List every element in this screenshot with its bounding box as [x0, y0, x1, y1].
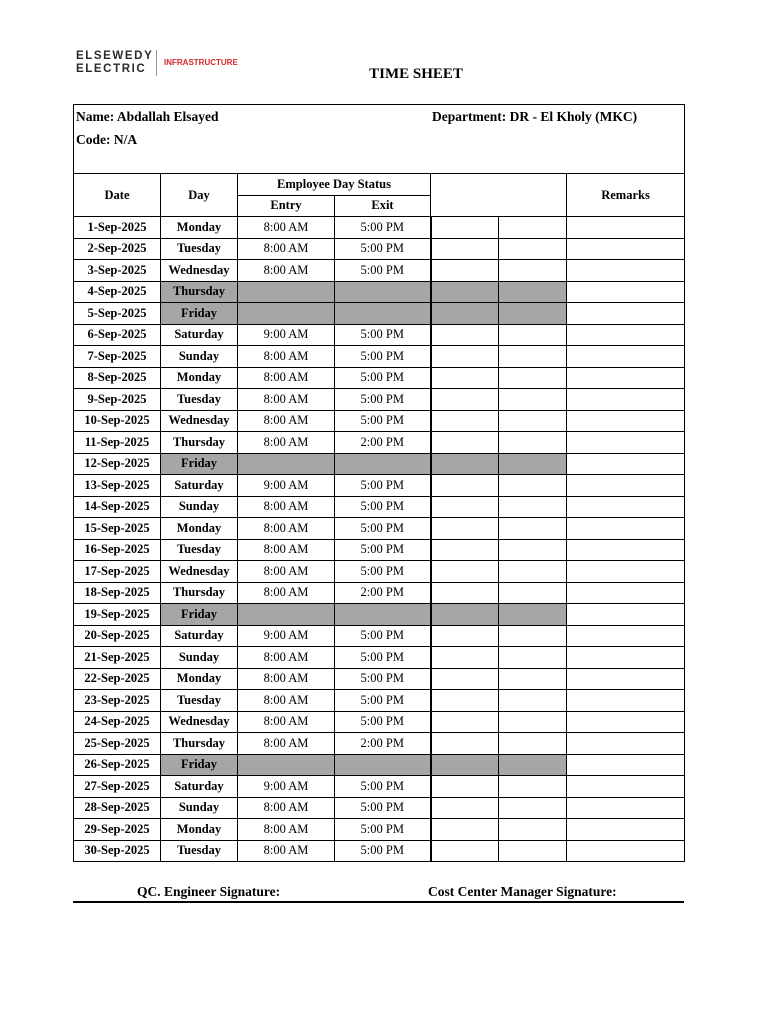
blank-cell: [431, 819, 499, 841]
exit-cell: 5:00 PM: [335, 840, 431, 862]
date-cell: 3-Sep-2025: [74, 260, 161, 282]
employee-department: Department: DR - El Kholy (MKC): [432, 109, 638, 124]
entry-cell: 8:00 AM: [238, 647, 335, 669]
blank-cell: [431, 475, 499, 497]
entry-cell: 8:00 AM: [238, 711, 335, 733]
blank-cell: [431, 518, 499, 540]
remarks-cell: [567, 539, 685, 561]
date-cell: 22-Sep-2025: [74, 668, 161, 690]
day-cell: Tuesday: [161, 840, 238, 862]
blank-cell: [499, 238, 567, 260]
date-cell: 28-Sep-2025: [74, 797, 161, 819]
blank-cell: [431, 733, 499, 755]
day-cell: Friday: [161, 754, 238, 776]
exit-cell: [335, 754, 431, 776]
day-cell: Monday: [161, 518, 238, 540]
blank-cell: [499, 668, 567, 690]
exit-cell: 5:00 PM: [335, 776, 431, 798]
entry-header: Entry: [238, 195, 335, 217]
date-cell: 16-Sep-2025: [74, 539, 161, 561]
remarks-cell: [567, 733, 685, 755]
exit-cell: 5:00 PM: [335, 819, 431, 841]
entry-cell: 8:00 AM: [238, 217, 335, 239]
blank-cell: [431, 367, 499, 389]
entry-cell: 8:00 AM: [238, 518, 335, 540]
blank-cell: [431, 797, 499, 819]
blank-cell: [431, 238, 499, 260]
blank-cell: [499, 690, 567, 712]
day-cell: Sunday: [161, 346, 238, 368]
blank-cell: [499, 367, 567, 389]
remarks-cell: [567, 432, 685, 454]
exit-cell: [335, 303, 431, 325]
blank-cell: [499, 410, 567, 432]
blank-cell: [431, 840, 499, 862]
date-cell: 8-Sep-2025: [74, 367, 161, 389]
entry-cell: 8:00 AM: [238, 432, 335, 454]
remarks-cell: [567, 389, 685, 411]
date-cell: 2-Sep-2025: [74, 238, 161, 260]
blank-header: [431, 174, 567, 217]
blank-cell: [431, 711, 499, 733]
entry-cell: 8:00 AM: [238, 367, 335, 389]
exit-cell: 5:00 PM: [335, 647, 431, 669]
date-cell: 26-Sep-2025: [74, 754, 161, 776]
table-row: [74, 281, 685, 303]
entry-cell: 8:00 AM: [238, 690, 335, 712]
blank-cell: [499, 625, 567, 647]
blank-cell: [499, 346, 567, 368]
remarks-header: Remarks: [567, 174, 685, 217]
blank-cell: [499, 776, 567, 798]
blank-cell: [499, 604, 567, 626]
day-cell: Wednesday: [161, 561, 238, 583]
blank-cell: [431, 496, 499, 518]
blank-cell: [431, 690, 499, 712]
day-cell: Tuesday: [161, 389, 238, 411]
day-cell: Sunday: [161, 647, 238, 669]
logo-line-1: ELSEWEDY: [76, 50, 154, 62]
blank-cell: [499, 475, 567, 497]
day-cell: Monday: [161, 367, 238, 389]
entry-cell: 8:00 AM: [238, 539, 335, 561]
date-cell: 27-Sep-2025: [74, 776, 161, 798]
table-row: [74, 453, 685, 475]
page-title: TIME SHEET: [369, 66, 463, 82]
table-row: [74, 668, 685, 690]
remarks-cell: [567, 260, 685, 282]
exit-cell: 5:00 PM: [335, 389, 431, 411]
blank-cell: [499, 453, 567, 475]
date-cell: 11-Sep-2025: [74, 432, 161, 454]
day-cell: Wednesday: [161, 711, 238, 733]
blank-cell: [499, 518, 567, 540]
date-cell: 18-Sep-2025: [74, 582, 161, 604]
exit-cell: 2:00 PM: [335, 733, 431, 755]
entry-cell: [238, 604, 335, 626]
logo-divider: [156, 50, 157, 76]
blank-cell: [431, 754, 499, 776]
blank-cell: [431, 260, 499, 282]
blank-cell: [499, 561, 567, 583]
entry-cell: 8:00 AM: [238, 346, 335, 368]
remarks-cell: [567, 561, 685, 583]
exit-cell: 2:00 PM: [335, 582, 431, 604]
day-cell: Saturday: [161, 475, 238, 497]
exit-cell: 5:00 PM: [335, 690, 431, 712]
entry-cell: 8:00 AM: [238, 797, 335, 819]
day-cell: Sunday: [161, 496, 238, 518]
table-row: [74, 690, 685, 712]
remarks-cell: [567, 217, 685, 239]
date-cell: 12-Sep-2025: [74, 453, 161, 475]
blank-cell: [431, 346, 499, 368]
exit-cell: 5:00 PM: [335, 518, 431, 540]
blank-cell: [431, 647, 499, 669]
exit-cell: 5:00 PM: [335, 561, 431, 583]
remarks-cell: [567, 346, 685, 368]
blank-cell: [499, 539, 567, 561]
remarks-cell: [567, 303, 685, 325]
date-header: Date: [74, 174, 161, 217]
table-row: [74, 776, 685, 798]
remarks-cell: [567, 324, 685, 346]
day-cell: Monday: [161, 819, 238, 841]
date-cell: 17-Sep-2025: [74, 561, 161, 583]
date-cell: 1-Sep-2025: [74, 217, 161, 239]
table-row: [74, 346, 685, 368]
entry-cell: 8:00 AM: [238, 260, 335, 282]
blank-cell: [431, 582, 499, 604]
table-row: [74, 754, 685, 776]
table-row: [74, 840, 685, 862]
day-header: Day: [161, 174, 238, 217]
date-cell: 25-Sep-2025: [74, 733, 161, 755]
blank-cell: [499, 754, 567, 776]
remarks-cell: [567, 647, 685, 669]
remarks-cell: [567, 281, 685, 303]
exit-cell: 5:00 PM: [335, 668, 431, 690]
blank-cell: [431, 324, 499, 346]
table-row: [74, 539, 685, 561]
exit-cell: 2:00 PM: [335, 432, 431, 454]
blank-cell: [499, 840, 567, 862]
exit-cell: 5:00 PM: [335, 260, 431, 282]
date-cell: 6-Sep-2025: [74, 324, 161, 346]
blank-cell: [499, 303, 567, 325]
day-cell: Monday: [161, 668, 238, 690]
blank-cell: [499, 582, 567, 604]
employee-code: Code: N/A: [76, 132, 138, 147]
day-cell: Monday: [161, 217, 238, 239]
date-cell: 4-Sep-2025: [74, 281, 161, 303]
qc-signature-label: QC. Engineer Signature:: [137, 884, 281, 899]
exit-cell: [335, 281, 431, 303]
table-row: [74, 238, 685, 260]
blank-cell: [431, 217, 499, 239]
exit-cell: 5:00 PM: [335, 496, 431, 518]
exit-cell: 5:00 PM: [335, 324, 431, 346]
day-cell: Wednesday: [161, 410, 238, 432]
table-row: [74, 561, 685, 583]
entry-cell: 8:00 AM: [238, 496, 335, 518]
entry-cell: 9:00 AM: [238, 625, 335, 647]
blank-cell: [499, 324, 567, 346]
remarks-cell: [567, 840, 685, 862]
date-cell: 5-Sep-2025: [74, 303, 161, 325]
entry-cell: 9:00 AM: [238, 324, 335, 346]
blank-cell: [499, 432, 567, 454]
exit-cell: 5:00 PM: [335, 625, 431, 647]
day-cell: Saturday: [161, 324, 238, 346]
table-row: [74, 432, 685, 454]
table-row: [74, 819, 685, 841]
blank-cell: [499, 217, 567, 239]
remarks-cell: [567, 496, 685, 518]
table-row: [74, 389, 685, 411]
remarks-cell: [567, 625, 685, 647]
date-cell: 21-Sep-2025: [74, 647, 161, 669]
blank-cell: [431, 281, 499, 303]
table-row: [74, 303, 685, 325]
day-cell: Saturday: [161, 625, 238, 647]
day-cell: Tuesday: [161, 539, 238, 561]
blank-cell: [499, 797, 567, 819]
date-cell: 29-Sep-2025: [74, 819, 161, 841]
day-cell: Thursday: [161, 582, 238, 604]
entry-cell: [238, 453, 335, 475]
blank-cell: [431, 561, 499, 583]
blank-cell: [499, 389, 567, 411]
remarks-cell: [567, 367, 685, 389]
day-cell: Sunday: [161, 797, 238, 819]
blank-cell: [431, 668, 499, 690]
day-cell: Saturday: [161, 776, 238, 798]
entry-cell: [238, 754, 335, 776]
exit-header: Exit: [335, 195, 431, 217]
remarks-cell: [567, 604, 685, 626]
table-row: [74, 518, 685, 540]
remarks-cell: [567, 668, 685, 690]
logo-line-2: ELECTRIC: [76, 63, 147, 75]
remarks-cell: [567, 518, 685, 540]
date-cell: 30-Sep-2025: [74, 840, 161, 862]
blank-cell: [431, 776, 499, 798]
day-cell: Tuesday: [161, 238, 238, 260]
entry-cell: 8:00 AM: [238, 582, 335, 604]
exit-cell: 5:00 PM: [335, 238, 431, 260]
remarks-cell: [567, 797, 685, 819]
entry-cell: 8:00 AM: [238, 819, 335, 841]
day-cell: Thursday: [161, 733, 238, 755]
entry-cell: 8:00 AM: [238, 238, 335, 260]
remarks-cell: [567, 475, 685, 497]
table-row: [74, 733, 685, 755]
exit-cell: 5:00 PM: [335, 711, 431, 733]
entry-cell: [238, 303, 335, 325]
exit-cell: 5:00 PM: [335, 367, 431, 389]
day-cell: Thursday: [161, 432, 238, 454]
exit-cell: 5:00 PM: [335, 217, 431, 239]
entry-cell: 9:00 AM: [238, 475, 335, 497]
day-cell: Tuesday: [161, 690, 238, 712]
date-cell: 10-Sep-2025: [74, 410, 161, 432]
date-cell: 15-Sep-2025: [74, 518, 161, 540]
entry-cell: 9:00 AM: [238, 776, 335, 798]
blank-cell: [431, 389, 499, 411]
table-row: [74, 625, 685, 647]
table-row: [74, 711, 685, 733]
blank-cell: [499, 711, 567, 733]
entry-cell: 8:00 AM: [238, 410, 335, 432]
date-cell: 7-Sep-2025: [74, 346, 161, 368]
table-row: [74, 217, 685, 239]
table-row: [74, 475, 685, 497]
date-cell: 19-Sep-2025: [74, 604, 161, 626]
exit-cell: 5:00 PM: [335, 410, 431, 432]
exit-cell: 5:00 PM: [335, 475, 431, 497]
exit-cell: [335, 604, 431, 626]
signature-line: [73, 901, 684, 903]
blank-cell: [431, 303, 499, 325]
day-cell: Friday: [161, 604, 238, 626]
remarks-cell: [567, 754, 685, 776]
table-row: [74, 582, 685, 604]
blank-cell: [499, 260, 567, 282]
day-cell: Friday: [161, 453, 238, 475]
remarks-cell: [567, 410, 685, 432]
exit-cell: 5:00 PM: [335, 346, 431, 368]
blank-cell: [431, 453, 499, 475]
remarks-cell: [567, 711, 685, 733]
table-row: [74, 367, 685, 389]
date-cell: 23-Sep-2025: [74, 690, 161, 712]
table-row: [74, 647, 685, 669]
entry-cell: 8:00 AM: [238, 668, 335, 690]
timesheet-table: [73, 104, 685, 862]
blank-cell: [499, 733, 567, 755]
day-cell: Thursday: [161, 281, 238, 303]
entry-cell: 8:00 AM: [238, 840, 335, 862]
status-header: Employee Day Status: [238, 174, 431, 196]
exit-cell: 5:00 PM: [335, 539, 431, 561]
remarks-cell: [567, 453, 685, 475]
blank-cell: [431, 625, 499, 647]
date-cell: 20-Sep-2025: [74, 625, 161, 647]
table-row: [74, 496, 685, 518]
entry-cell: 8:00 AM: [238, 389, 335, 411]
employee-name: Name: Abdallah Elsayed: [76, 109, 219, 124]
header-row: [74, 174, 685, 196]
date-cell: 24-Sep-2025: [74, 711, 161, 733]
date-cell: 9-Sep-2025: [74, 389, 161, 411]
entry-cell: 8:00 AM: [238, 733, 335, 755]
cost-center-signature-label: Cost Center Manager Signature:: [428, 884, 617, 899]
remarks-cell: [567, 238, 685, 260]
exit-cell: [335, 453, 431, 475]
timesheet-rows: [74, 217, 685, 862]
blank-cell: [431, 432, 499, 454]
blank-cell: [431, 410, 499, 432]
table-row: [74, 324, 685, 346]
logo-division: INFRASTRUCTURE: [164, 58, 238, 67]
table-row: [74, 260, 685, 282]
blank-cell: [431, 604, 499, 626]
day-cell: Wednesday: [161, 260, 238, 282]
date-cell: 14-Sep-2025: [74, 496, 161, 518]
remarks-cell: [567, 690, 685, 712]
blank-cell: [499, 496, 567, 518]
remarks-cell: [567, 776, 685, 798]
entry-cell: 8:00 AM: [238, 561, 335, 583]
blank-cell: [499, 647, 567, 669]
exit-cell: 5:00 PM: [335, 797, 431, 819]
blank-cell: [499, 281, 567, 303]
entry-cell: [238, 281, 335, 303]
table-row: [74, 797, 685, 819]
employee-info-row: [74, 105, 685, 174]
date-cell: 13-Sep-2025: [74, 475, 161, 497]
remarks-cell: [567, 582, 685, 604]
day-cell: Friday: [161, 303, 238, 325]
blank-cell: [431, 539, 499, 561]
table-row: [74, 410, 685, 432]
remarks-cell: [567, 819, 685, 841]
blank-cell: [499, 819, 567, 841]
table-row: [74, 604, 685, 626]
